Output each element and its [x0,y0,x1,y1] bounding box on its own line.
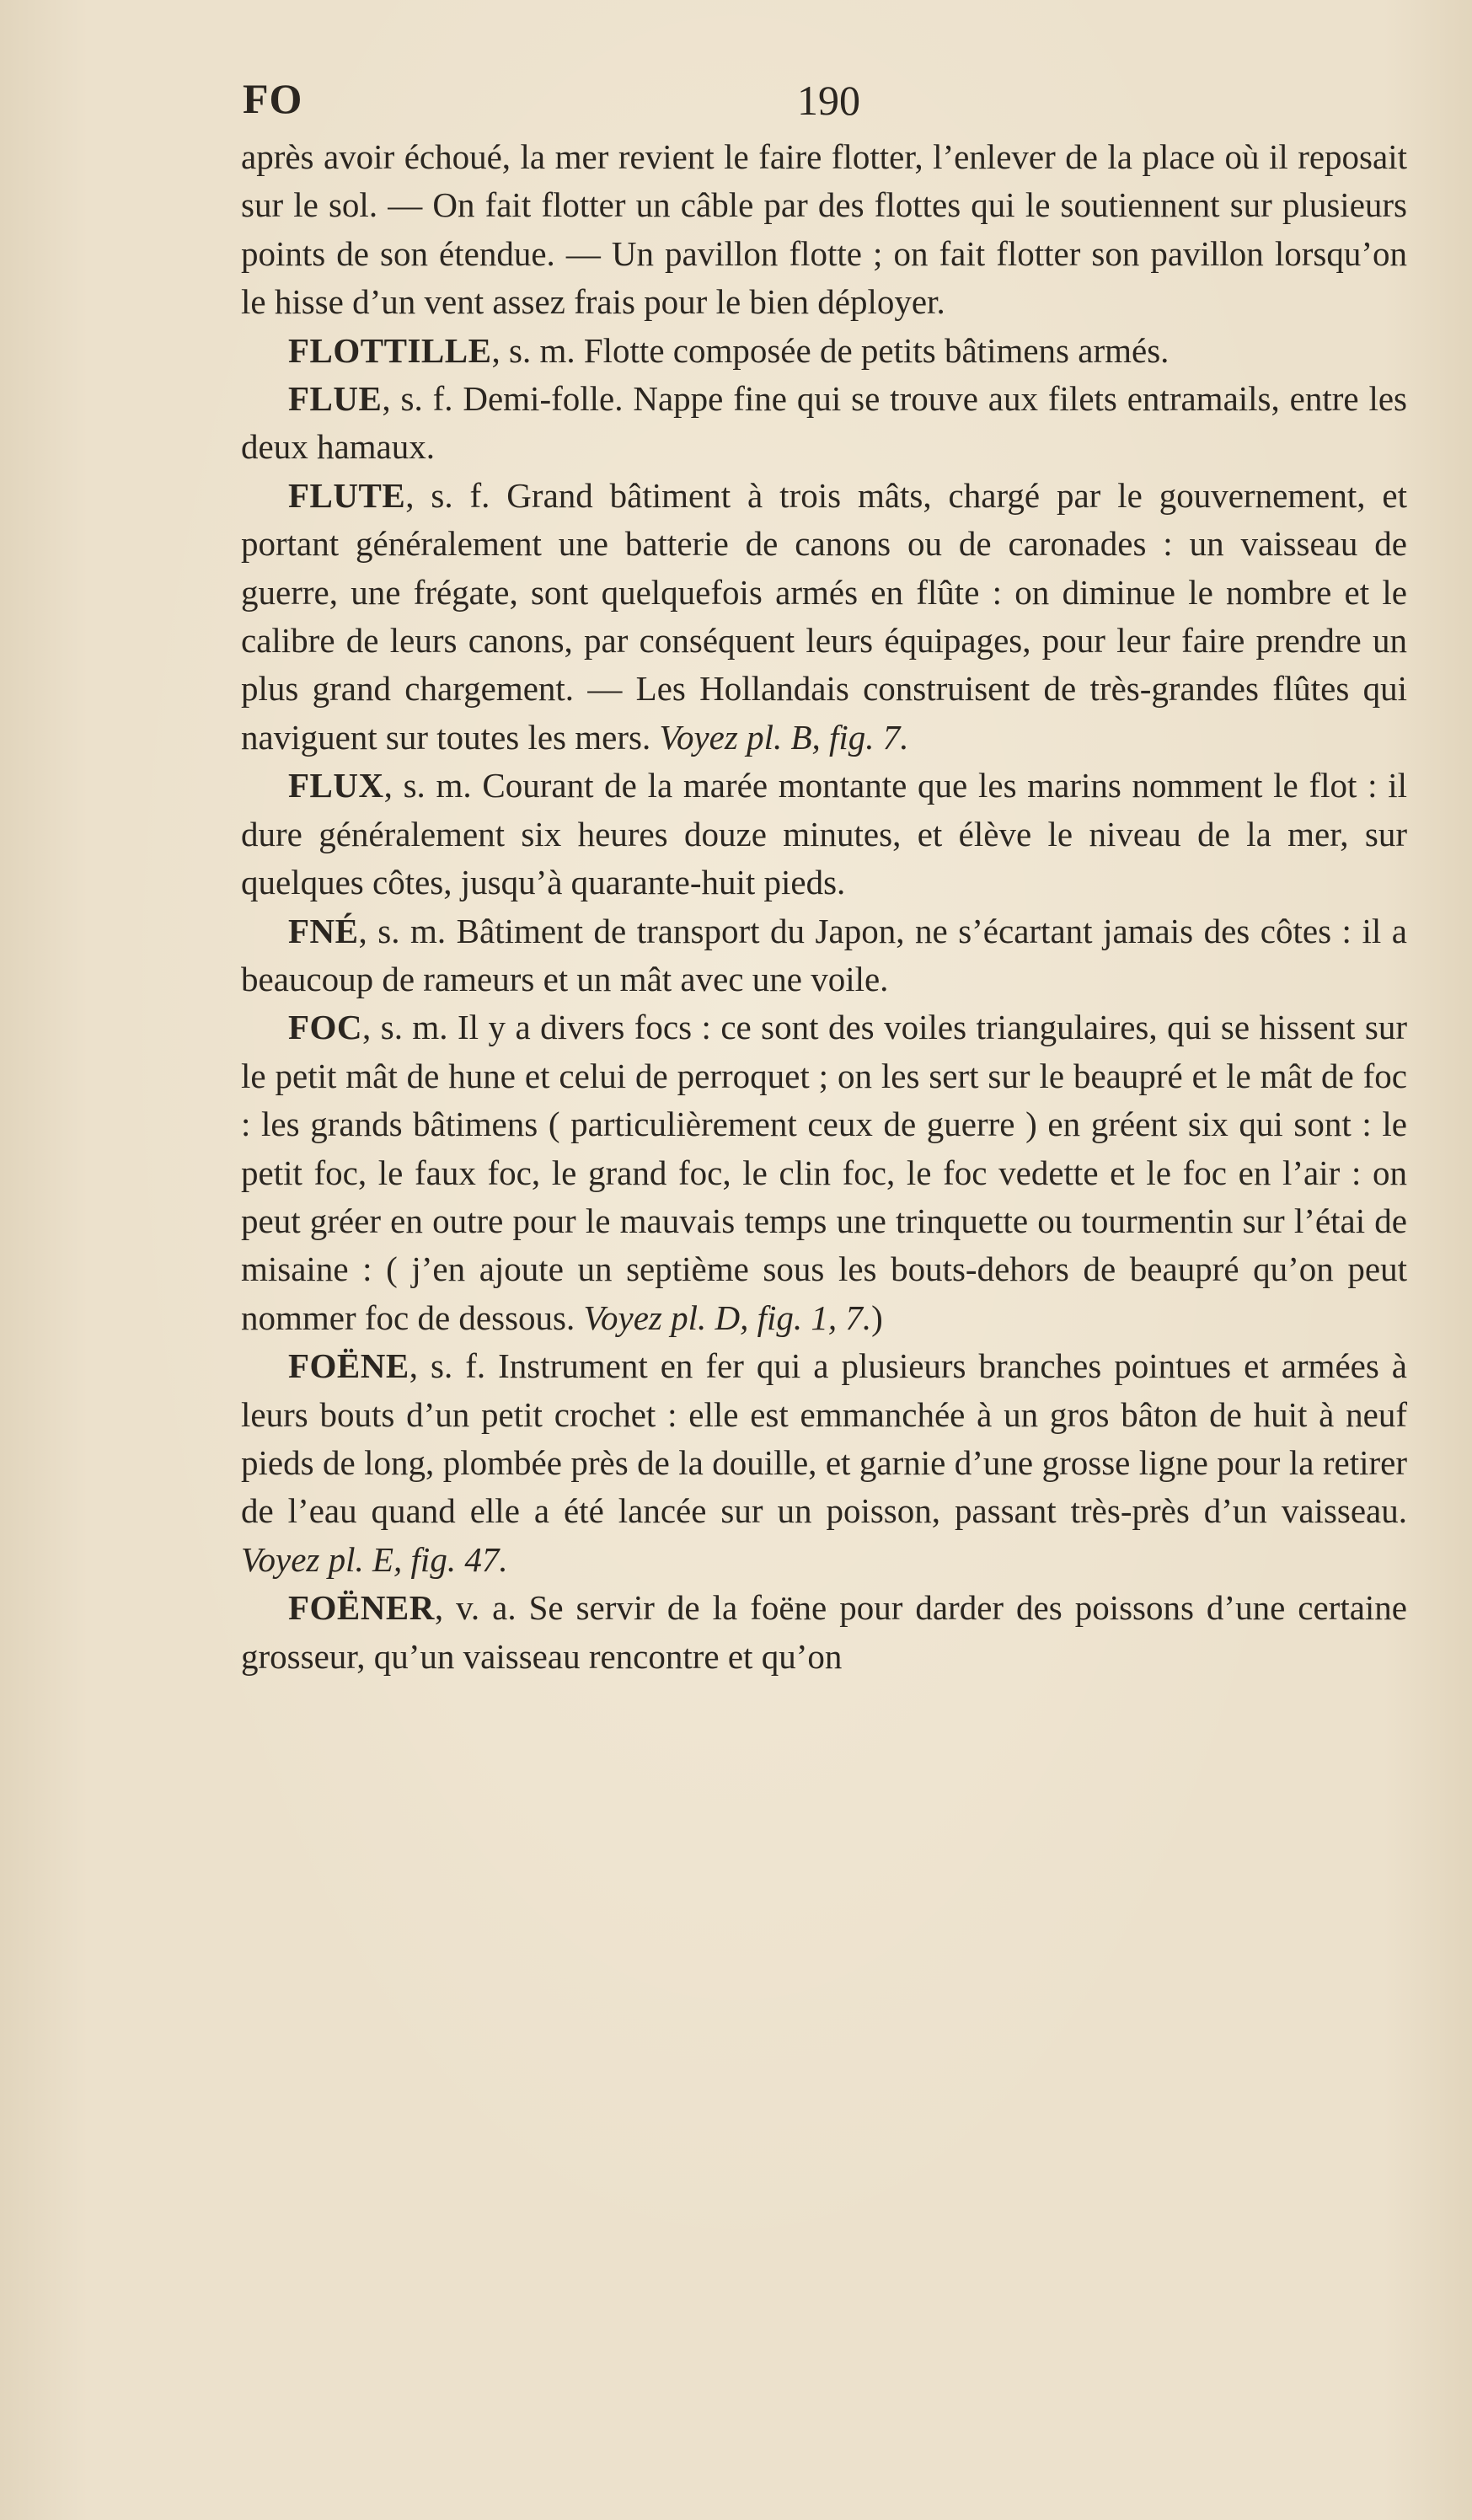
headword: FLUE [288,379,383,419]
page-number: 190 [797,77,860,124]
definition: Il y a divers focs : ce sont des voiles triangulaires, qui se hissent sur le petit mât de hune et celui de perroquet ; on les sert sur le beaupré et le mât de foc : les grands bâtimens ( particulièrement ceux de guerre ) en gréent six qui sont : le petit foc, le faux foc, le grand foc, le clin foc, le foc vedette et le foc en l’air : on peut gréer en outre pour le mauvais temps une trinquette ou tourmentin sur l’étai de misaine : ( j’en ajoute un septième sous les bouts-dehors de beaupré qu’on peut nommer foc de dessous. [241,1008,1407,1337]
grammar-label: , s. m. [383,766,472,805]
entry-continuation [241,133,1407,327]
continuation-text: après avoir échoué, la mer revient le faire flotter, l’enlever de la place où il reposait sur le sol. — On fait flotter un câble par des flottes qui le soutiennent sur plusieurs points de son étendue. — Un pavillon flotte ; on fait flotter son pavillon lorsqu’on le hisse d’un vent assez frais pour le bien déployer. [241,137,1407,322]
definition: Bâtiment de transport du Japon, ne s’écartant jamais des côtes : il a beaucoup de rameurs et un mât avec une voile. [241,911,1407,998]
grammar-label: , s. m. [491,330,575,370]
grammar-label: , s. f. [405,475,490,515]
running-head: FO [243,75,303,122]
definition: Courant de la marée montante que les marins nomment le flot : il dure généralement six heures douze minutes, et élève le niveau de la mer, sur quelques côtes, jusqu’à quarante-huit pieds. [241,766,1407,902]
definition: Instrument en fer qui a plusieurs branches pointues et armées à leurs bouts d’un petit crochet : elle est emmanchée à un gros bâton de huit à neuf pieds de long, plombée près de la douille, et garnie d’une grosse ligne pour la retirer de l’eau quand elle a été lancée sur un poisson, passant très-près d’un vaisseau. [241,1346,1407,1531]
grammar-label: , s. f. [382,379,453,419]
definition: Se servir de la foëne pour darder des poissons d’une certaine grosseur, qu’un vaisseau rencontre et qu’on [241,1588,1407,1676]
grammar-label: , s. m. [358,911,447,950]
closing-paren: ) [871,1297,883,1337]
entry-foene [241,1342,1407,1584]
plate-reference: Voyez pl. D, fig. 1, 7. [583,1297,872,1337]
plate-reference: Voyez pl. E, fig. 47. [241,1539,508,1579]
entry-flute [241,472,1407,762]
definition: Grand bâtiment à trois mâts, chargé par le gouvernement, et portant généralement une batterie de canons ou de caronades : un vaisseau de guerre, une frégate, sont quelquefois armés en flûte : on diminue le nombre et le calibre de leurs canons, par conséquent leurs équipages, pour leur faire prendre un plus grand chargement. — Les Hollandais construisent de très-grandes flûtes qui naviguent sur toutes les mers. [241,475,1407,757]
entry-flue [241,375,1407,472]
headword: FOC [288,1008,363,1047]
entry-fne [241,907,1407,1004]
entry-foener [241,1584,1407,1681]
headword: FNÉ [288,911,359,950]
headword: FOËNE [288,1346,409,1386]
headword: FOËNER [288,1588,435,1628]
grammar-label: , v. a. [434,1588,517,1628]
page-header [243,74,1405,125]
entry-flux [241,762,1407,907]
definition: Flotte composée de petits bâtimens armés. [575,330,1170,370]
dictionary-text [241,133,1407,1681]
grammar-label: , s. m. [362,1008,448,1047]
grammar-label: , s. f. [409,1346,486,1386]
plate-reference: Voyez pl. B, fig. 7. [659,717,909,757]
headword: FLUX [288,766,384,805]
definition: Demi-folle. Nappe fine qui se trouve aux filets entramails, entre les deux hamaux. [241,379,1407,467]
entry-flottille [241,327,1407,375]
headword: FLOTTILLE [288,330,492,370]
headword: FLUTE [288,475,406,515]
entry-foc [241,1003,1407,1342]
